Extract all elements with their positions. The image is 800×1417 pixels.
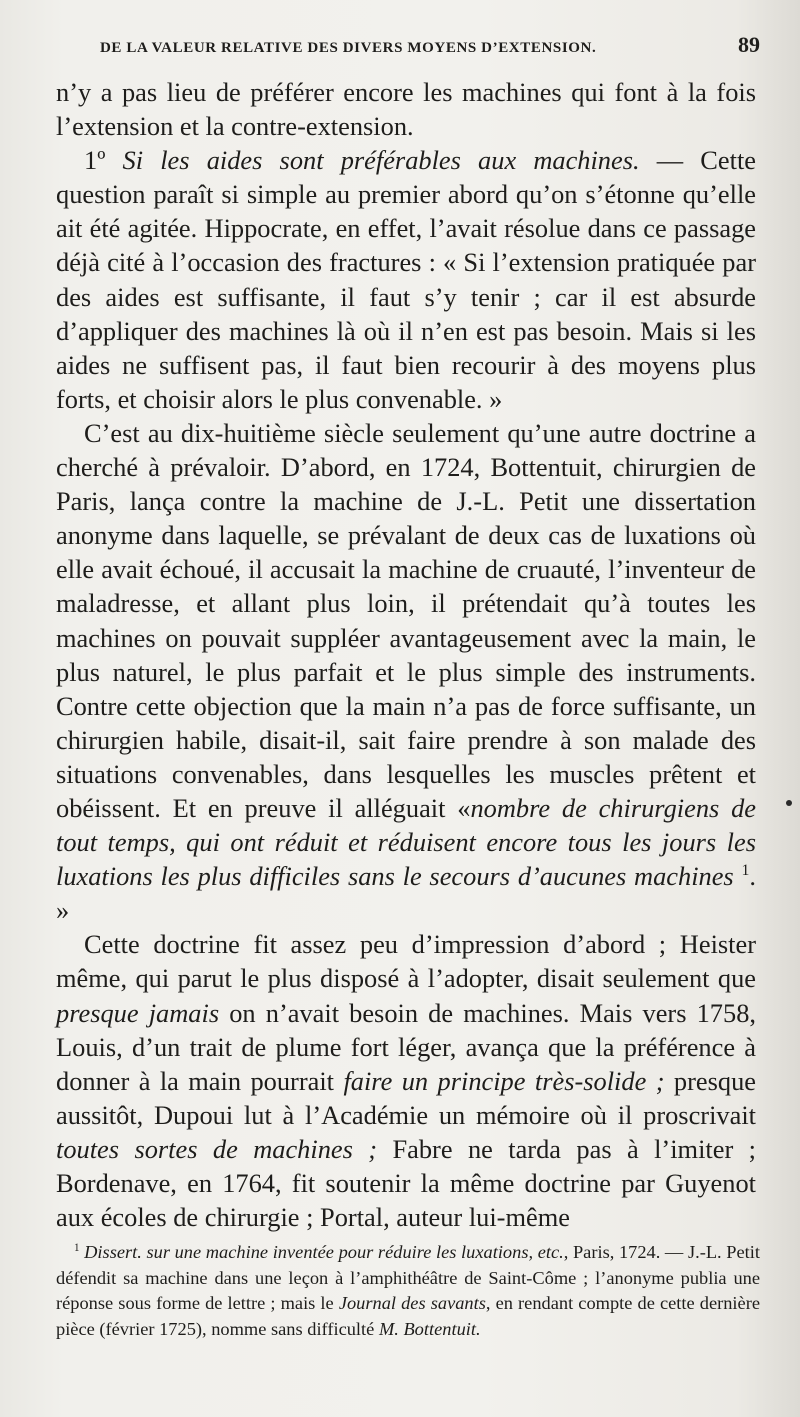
footnotes xyxy=(56,1240,760,1342)
footnote-1 xyxy=(56,1240,760,1342)
footnote-text-b: , en rendant compte de cette dernière pièce (février 1725), nomme sans difficulté xyxy=(56,1293,760,1339)
ink-speck xyxy=(786,800,792,806)
section-heading: Si les aides sont préférables aux machines. xyxy=(122,145,640,176)
running-title: DE LA VALEUR RELATIVE DES DIVERS MOYENS D’EXTENSION. xyxy=(100,40,597,56)
section-number: 1º xyxy=(84,145,106,176)
paragraph-3 xyxy=(56,416,756,927)
paragraph-4-text-d: Fabre ne tarda pas à l’imiter ; Bordenave, en 1764, fit soutenir la même doctrine par Guyenot aux écoles de chirurgie ; Portal, auteur lui-même xyxy=(56,1133,756,1233)
paragraph-4 xyxy=(56,927,756,1234)
paragraph-4-italic-1: presque jamais xyxy=(56,997,220,1028)
footnote-journal: Journal des savants xyxy=(338,1293,486,1314)
footnote-text-a: , Paris, 1724. — J.-L. Petit défendit sa machine dans une leçon à l’amphithéâtre de Saint-Côme ; l’anonyme publia une réponse sous forme de lettre ; mais le xyxy=(56,1242,760,1314)
footnote-name: M. Bottentuit. xyxy=(378,1318,481,1339)
paragraph-3-text: C’est au dix-huitième siècle seulement qu’une autre doctrine a cherché à prévaloir. D’abord, en 1724, Bottentuit, chirurgien de Paris, lança contre la machine de J.-L. Petit une dissertation anonyme dans laquelle, se prévalant de deux cas de luxations où elle avait échoué, il accusait la machine de cruauté, l’inventeur de maladresse, et allant plus loin, il prétendait qu’à toutes les machines on pouvait suppléer avantageusement avec la main, le plus naturel, le plus parfait et le plus simple des instruments. Contre cette objection que la main n’a pas de force suffisante, un chirurgien habile, disait-il, sait faire prendre à son malade des situations convenables, dans lesquelles les muscles prêtent et obéissent. Et en preuve il alléguait « xyxy=(56,417,756,823)
paragraph-1-text: n’y a pas lieu de préférer encore les machines qui font à la fois l’extension et la contre-extension. xyxy=(56,77,756,142)
paragraph-4-text-c: presque aussitôt, Dupoui lut à l’Académie un mémoire où il proscrivait xyxy=(56,1065,756,1130)
running-head xyxy=(100,32,760,60)
paragraph-4-italic-3: toutes sortes de machines ; xyxy=(56,1133,378,1164)
paragraph-3-close: . » xyxy=(56,861,756,926)
paragraph-4-italic-2: faire un principe très-solide ; xyxy=(343,1065,665,1096)
footnote-marker: 1 xyxy=(74,1241,80,1254)
paragraph-section-1 xyxy=(56,143,756,416)
footnote-reference: 1 xyxy=(741,862,750,880)
body-text xyxy=(56,75,756,1234)
footnote-title: Dissert. sur une machine inventée pour réduire les luxations, etc. xyxy=(84,1242,564,1262)
paragraph-4-text-b: on n’avait besoin de machines. Mais vers 1758, Louis, d’un trait de plume fort léger, avança que la préférence à donner à la main pourrait xyxy=(56,997,756,1096)
paragraph-3-quote: nombre de chirurgiens de tout temps, qui ont réduit et réduisent encore tous les jours les luxations les plus difficiles sans le secours d’aucunes machines xyxy=(56,792,756,892)
paragraph-4-text-a: Cette doctrine fit assez peu d’impression d’abord ; Heister même, qui parut le plus disposé à l’adopter, disait seulement que xyxy=(56,929,756,994)
paragraph-continuation xyxy=(56,75,756,143)
paragraph-2-text: — Cette question paraît si simple au premier abord qu’on s’étonne qu’elle ait été agitée. Hippocrate, en effet, l’avait résolue dans ce passage déjà cité à l’occasion des fractures : « Si l’extension pratiquée par des aides est suffisante, il faut s’y tenir ; car il est absurde d’appliquer des machines là où il n’en est pas besoin. Mais si les aides ne suffisent pas, il faut bien recourir à des moyens plus forts, et choisir alors le plus convenable. » xyxy=(56,145,756,414)
page-number: 89 xyxy=(738,32,760,57)
